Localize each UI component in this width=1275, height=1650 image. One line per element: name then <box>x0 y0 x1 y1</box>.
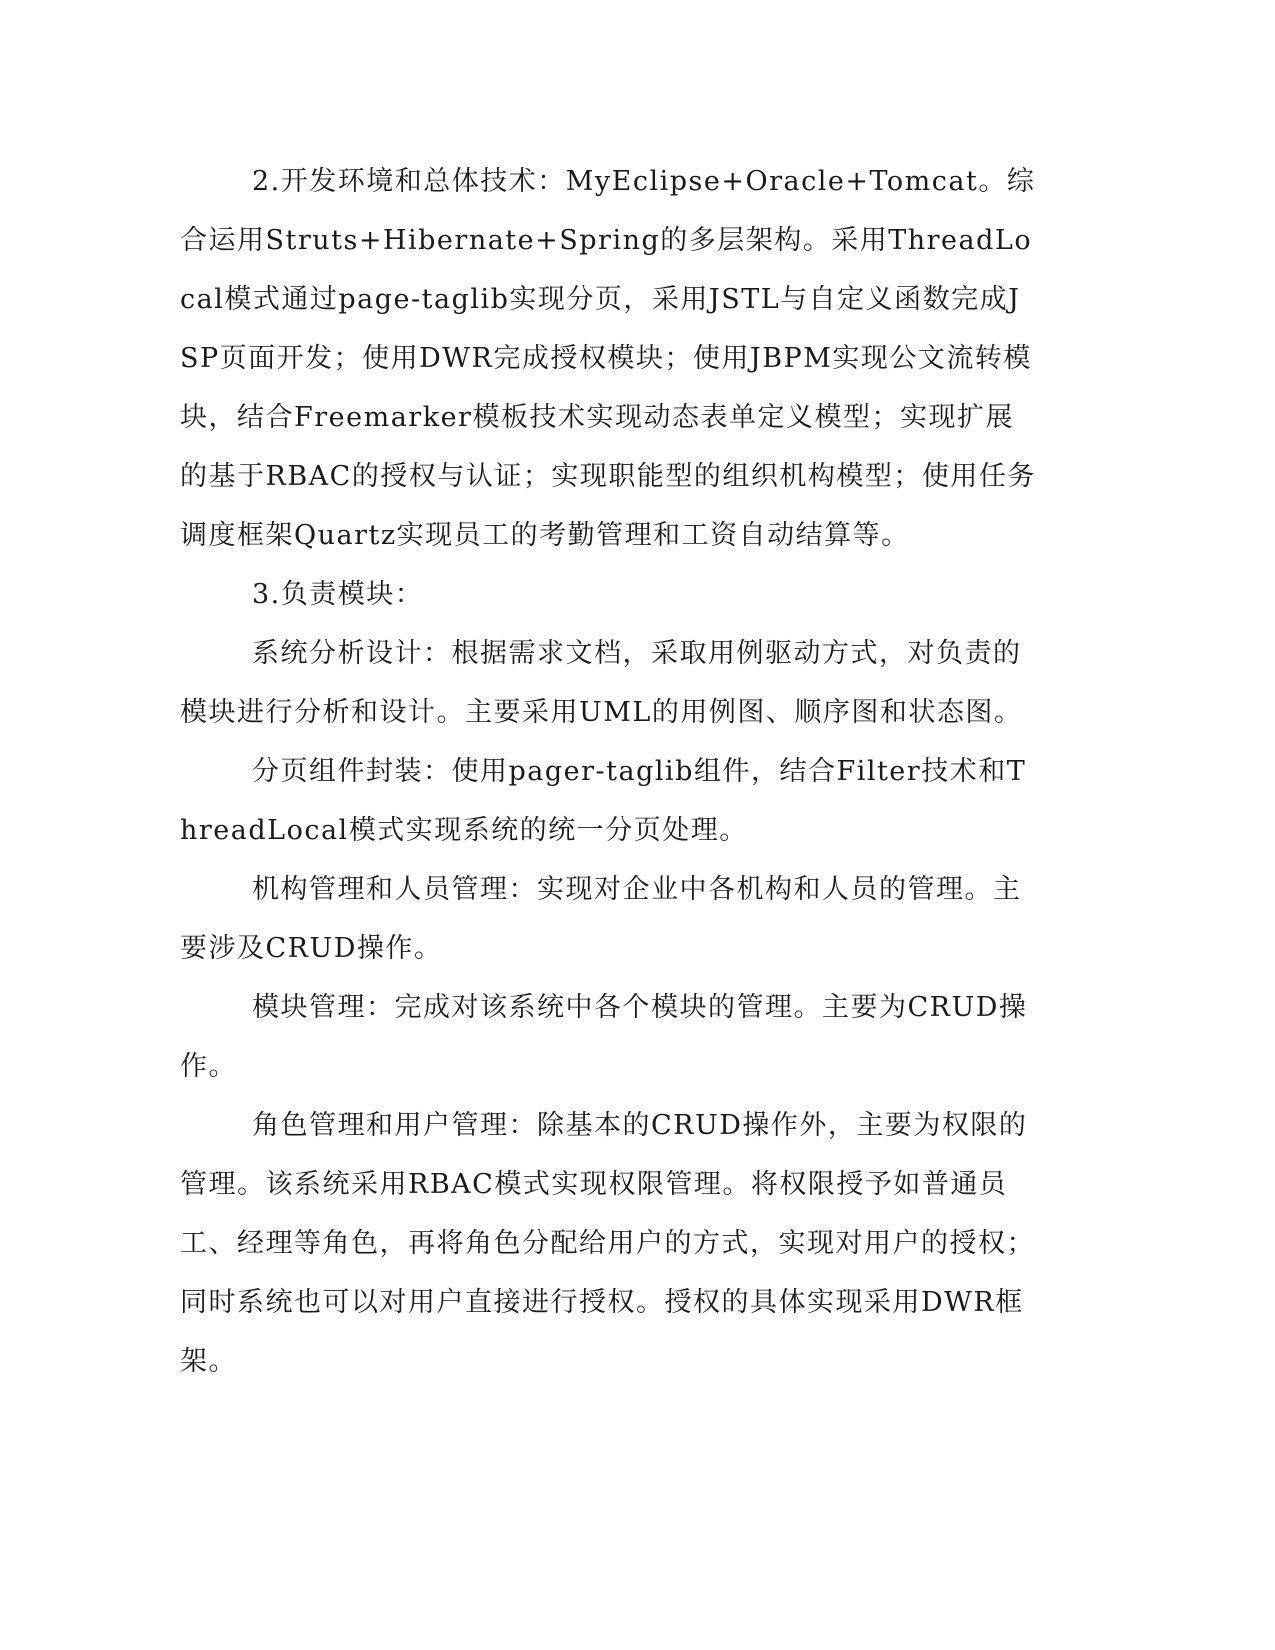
paragraph-system-analysis: 系统分析设计：根据需求文档，采取用例驱动方式，对负责的模块进行分析和设计。主要采用UML的用例图、顺序图和状态图。 <box>180 638 1023 728</box>
paragraph-org-staff-management: 机构管理和人员管理：实现对企业中各机构和人员的管理。主要涉及CRUD操作。 <box>180 874 1022 964</box>
paragraph-role-user-management: 角色管理和用户管理：除基本的CRUD操作外，主要为权限的管理。该系统采用RBAC模式实现权限管理。将权限授予如普通员工、经理等角色，再将角色分配给用户的方式，实现对用户的授权；同时系统也可以对用户直接进行授权。授权的具体实现采用DWR框架。 <box>180 1110 1035 1377</box>
paragraph-dev-environment: 2.开发环境和总体技术：MyEclipse+Oracle+Tomcat。综合运用Struts+Hibernate+Spring的多层架构。采用ThreadLocal模式通过page-taglib实现分页，采用JSTL与自定义函数完成JSP页面开发；使用DWR完成授权模块；使用JBPM实现公文流转模块，结合Freemarker模板技术实现动态表单定义模型；实现扩展的基于RBAC的授权与认证；实现职能型的组织机构模型；使用任务调度框架Quartz实现员工的考勤管理和工资自动结算等。 <box>180 166 1036 551</box>
paragraph-pagination-component: 分页组件封装：使用pager-taglib组件，结合Filter技术和ThreadLocal模式实现系统的统一分页处理。 <box>180 756 1027 846</box>
document-body <box>180 152 1040 1391</box>
paragraph-responsible-modules-heading: 3.负责模块： <box>252 579 424 610</box>
paragraph-module-management: 模块管理：完成对该系统中各个模块的管理。主要为CRUD操作。 <box>180 992 1028 1082</box>
